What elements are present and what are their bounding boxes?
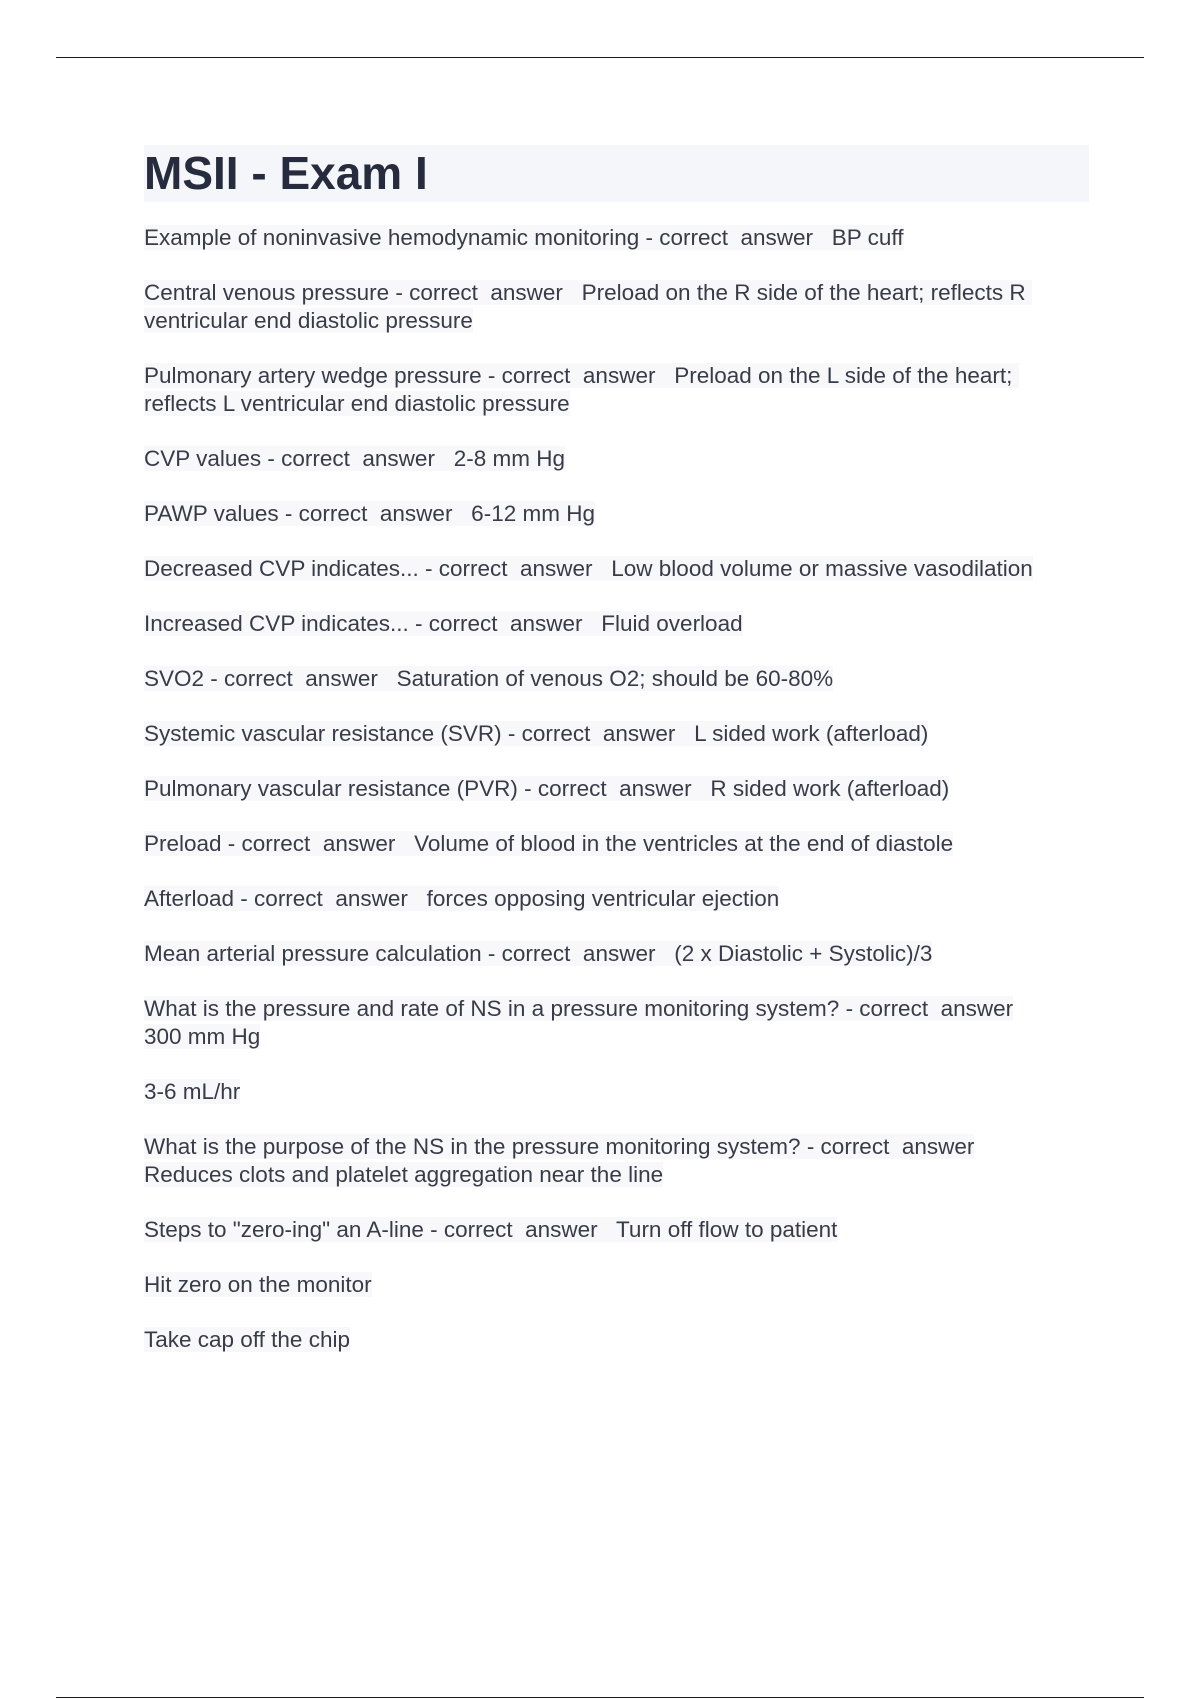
list-item: Increased CVP indicates... - correct answer Fluid overload xyxy=(144,611,743,636)
list-item: Decreased CVP indicates... - correct answer Low blood volume or massive vasodilation xyxy=(144,556,1033,581)
list-item: CVP values - correct answer 2-8 mm Hg xyxy=(144,446,565,471)
list-item: Systemic vascular resistance (SVR) - correct answer L sided work (afterload) xyxy=(144,721,929,746)
list-item: Hit zero on the monitor xyxy=(144,1272,372,1297)
list-item: What is the pressure and rate of NS in a pressure monitoring system? - correct answer 300 mm Hg xyxy=(144,996,1014,1049)
list-item: Central venous pressure - correct answer Preload on the R side of the heart; reflects R ventricular end diastolic pressure xyxy=(144,280,1032,333)
list-item: Pulmonary artery wedge pressure - correct answer Preload on the L side of the heart; reflects L ventricular end diastolic pressure xyxy=(144,363,1019,416)
list-item: What is the purpose of the NS in the pressure monitoring system? - correct answer Reduces clots and platelet aggregation near the line xyxy=(144,1134,975,1187)
page-title: MSII - Exam I xyxy=(144,147,428,199)
document-body xyxy=(144,145,1089,1381)
list-item: Take cap off the chip xyxy=(144,1327,350,1352)
list-item: Steps to "zero-ing" an A-line - correct answer Turn off flow to patient xyxy=(144,1217,838,1242)
list-item: Mean arterial pressure calculation - correct answer (2 x Diastolic + Systolic)/3 xyxy=(144,941,933,966)
bottom-rule xyxy=(56,1697,1144,1698)
top-rule xyxy=(56,57,1144,58)
list-item: Example of noninvasive hemodynamic monitoring - correct answer BP cuff xyxy=(144,225,904,250)
list-item: Preload - correct answer Volume of blood in the ventricles at the end of diastole xyxy=(144,831,954,856)
list-item: 3-6 mL/hr xyxy=(144,1079,241,1104)
list-item: SVO2 - correct answer Saturation of venous O2; should be 60-80% xyxy=(144,666,834,691)
list-item: PAWP values - correct answer 6-12 mm Hg xyxy=(144,501,595,526)
list-item: Afterload - correct answer forces opposing ventricular ejection xyxy=(144,886,780,911)
list-item: Pulmonary vascular resistance (PVR) - correct answer R sided work (afterload) xyxy=(144,776,950,801)
entry-list xyxy=(144,224,1089,1354)
title-block xyxy=(144,145,1089,202)
